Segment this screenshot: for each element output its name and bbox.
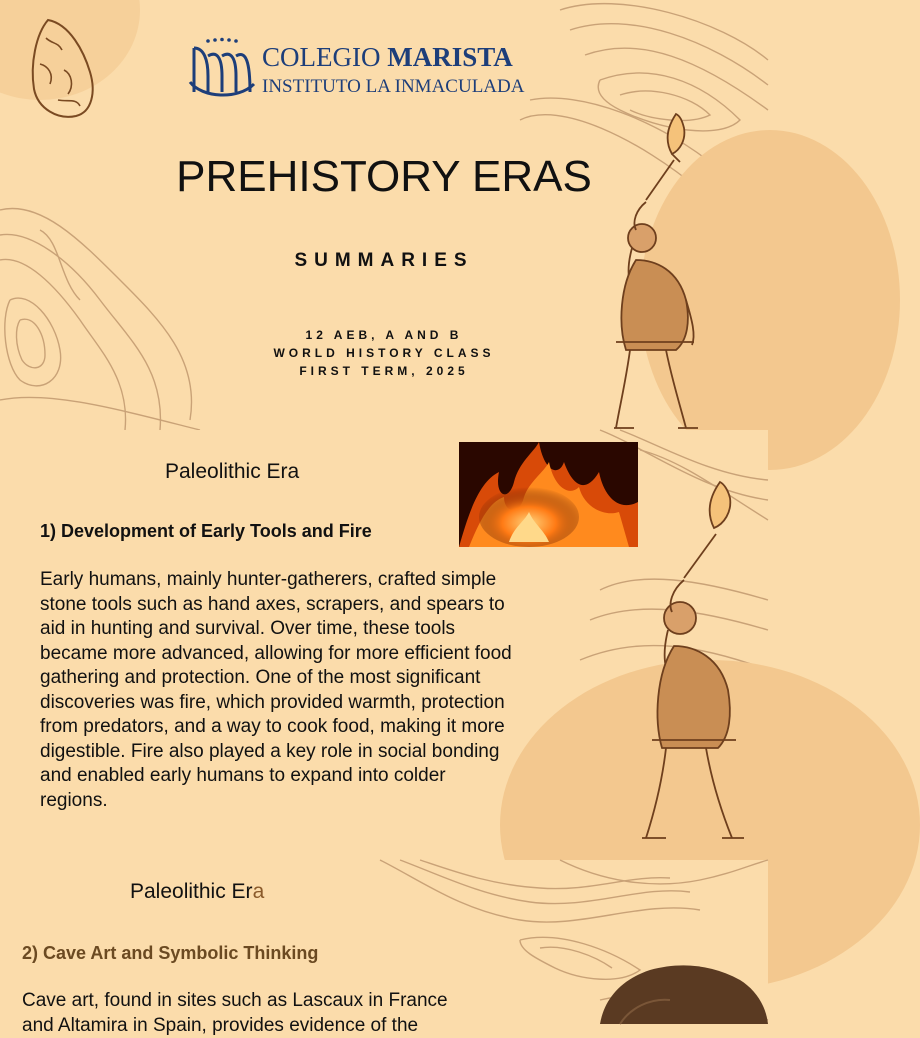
school-logo — [186, 36, 566, 100]
document-title: PREHISTORY ERAS — [0, 152, 768, 202]
body-line: from predators, and a way to cook food, making it more — [40, 715, 512, 740]
caveman-with-torch-illustration — [640, 478, 750, 843]
body-line: and Altamira in Spain, provides evidence of the — [22, 1014, 448, 1038]
body-line: Early humans, mainly hunter-gatherers, crafted simple — [40, 568, 512, 593]
fire-photo — [459, 442, 638, 547]
body-line: and enabled early humans to expand into colder — [40, 764, 512, 789]
content-page-2 — [0, 860, 768, 1024]
course-info-line: WORLD HISTORY CLASS — [0, 344, 768, 362]
body-line: regions. — [40, 789, 512, 814]
era-heading: Paleolithic Era — [165, 460, 299, 484]
course-info-line: FIRST TERM, 2025 — [0, 362, 768, 380]
cover-page — [0, 0, 768, 430]
section-body — [40, 568, 512, 813]
section-heading: 2) Cave Art and Symbolic Thinking — [22, 943, 318, 964]
flame-icon — [459, 442, 638, 547]
course-info-line: 12 AEB, A AND B — [0, 326, 768, 344]
body-line: Cave art, found in sites such as Lascaux in France — [22, 989, 448, 1014]
school-subtitle: INSTITUTO LA INMACULADA — [262, 76, 524, 98]
document-subtitle: SUMMARIES — [0, 250, 768, 272]
era-heading: Paleolithic Era — [130, 880, 264, 904]
content-page-1 — [0, 430, 768, 860]
body-line: digestible. Fire also played a key role in social bonding — [40, 740, 512, 765]
school-name: COLEGIO MARISTA — [262, 42, 513, 73]
hand-axe-icon — [28, 14, 98, 124]
section-heading: 1) Development of Early Tools and Fire — [40, 521, 372, 542]
section-body — [22, 989, 448, 1038]
body-line: gathering and protection. One of the most significant — [40, 666, 512, 691]
marist-emblem-icon — [186, 36, 258, 100]
cave-rock-illustration — [580, 960, 768, 1024]
body-line: stone tools such as hand axes, scrapers, and spears to — [40, 593, 512, 618]
course-info — [0, 326, 768, 380]
body-line: became more advanced, allowing for more efficient food — [40, 642, 512, 667]
body-line: discoveries was fire, which provided warmth, protection — [40, 691, 512, 716]
body-line: aid in hunting and survival. Over time, these tools — [40, 617, 512, 642]
